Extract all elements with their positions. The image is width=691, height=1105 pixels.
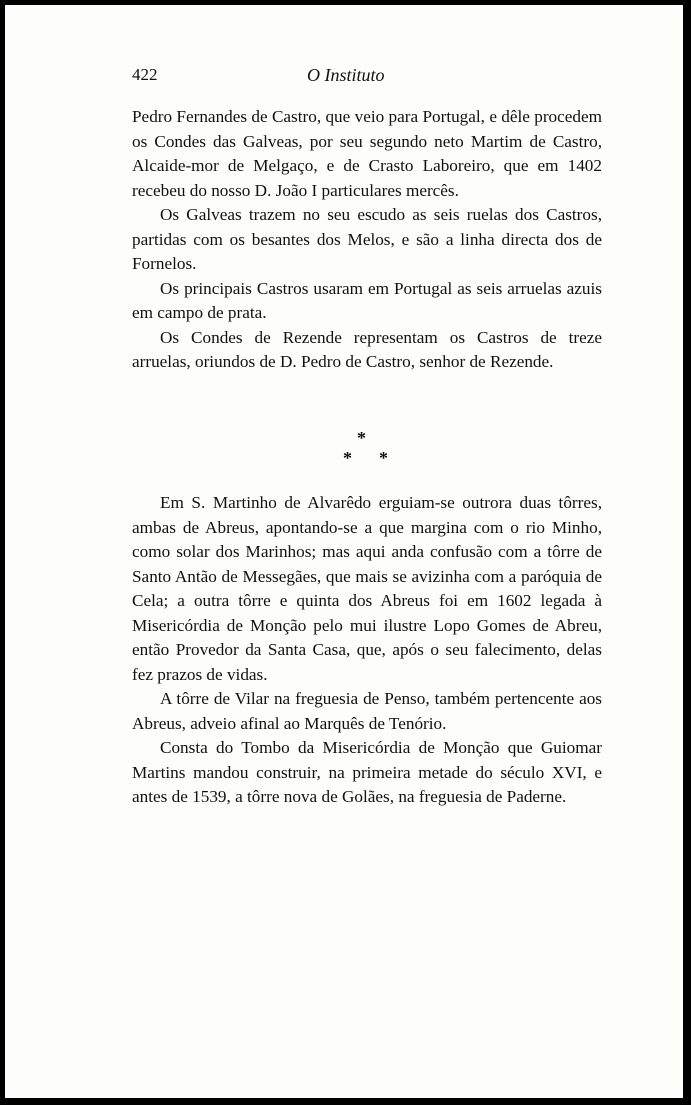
paragraph: Pedro Fernandes de Castro, que veio para Portugal, e dêle procedem os Condes das Galveas, por seu segundo neto Martim de Castro, Alcaide-mor de Melgaço, e de Crasto Laboreiro, que em 1402 recebeu do nosso D. João I particulares mercês. — [132, 107, 602, 200]
asterisk-top: * — [357, 428, 366, 448]
paragraph: Os principais Castros usaram em Portugal as seis arruelas azuis em campo de prata. — [132, 278, 602, 322]
section-abreus — [132, 491, 602, 810]
section-castros — [132, 105, 602, 375]
paragraph: Os Condes de Rezende representam os Castros de treze arruelas, oriundos de D. Pedro de Castro, senhor de Rezende. — [132, 327, 602, 371]
section-separator-asterism — [325, 425, 395, 470]
book-page — [5, 5, 683, 1098]
page-number: 422 — [132, 65, 158, 84]
asterisk-left: * — [343, 448, 352, 468]
paragraph: Em S. Martinho de Alvarêdo erguiam-se outrora duas tôrres, ambas de Abreus, apontando-se a que margina com o rio Minho, como solar dos Marinhos; mas aqui anda confusão com a tôrre de Santo Antão de Messegães, que mais se avizinha com a paróquia de Cela; a outra tôrre e quinta dos Abreus foi em 1602 legada à Misericórdia de Monção pelo mui ilustre Lopo Gomes de Abreu, então Provedor da Santa Casa, que, após o seu falecimento, delas fez prazos de vidas. — [132, 493, 602, 684]
running-title: O Instituto — [307, 65, 385, 85]
page-header — [132, 65, 603, 93]
paragraph: Consta do Tombo da Misericórdia de Monção que Guiomar Martins mandou construir, na primeira metade do século XVI, e antes de 1539, a tôrre nova de Golães, na freguesia de Paderne. — [132, 738, 602, 806]
paragraph: A tôrre de Vilar na freguesia de Penso, também pertencente aos Abreus, adveio afinal ao Marquês de Tenório. — [132, 689, 602, 733]
asterisk-right: * — [379, 448, 388, 468]
paragraph: Os Galveas trazem no seu escudo as seis ruelas dos Castros, partidas com os besantes dos Melos, e são a linha directa dos de Fornelos. — [132, 205, 602, 273]
